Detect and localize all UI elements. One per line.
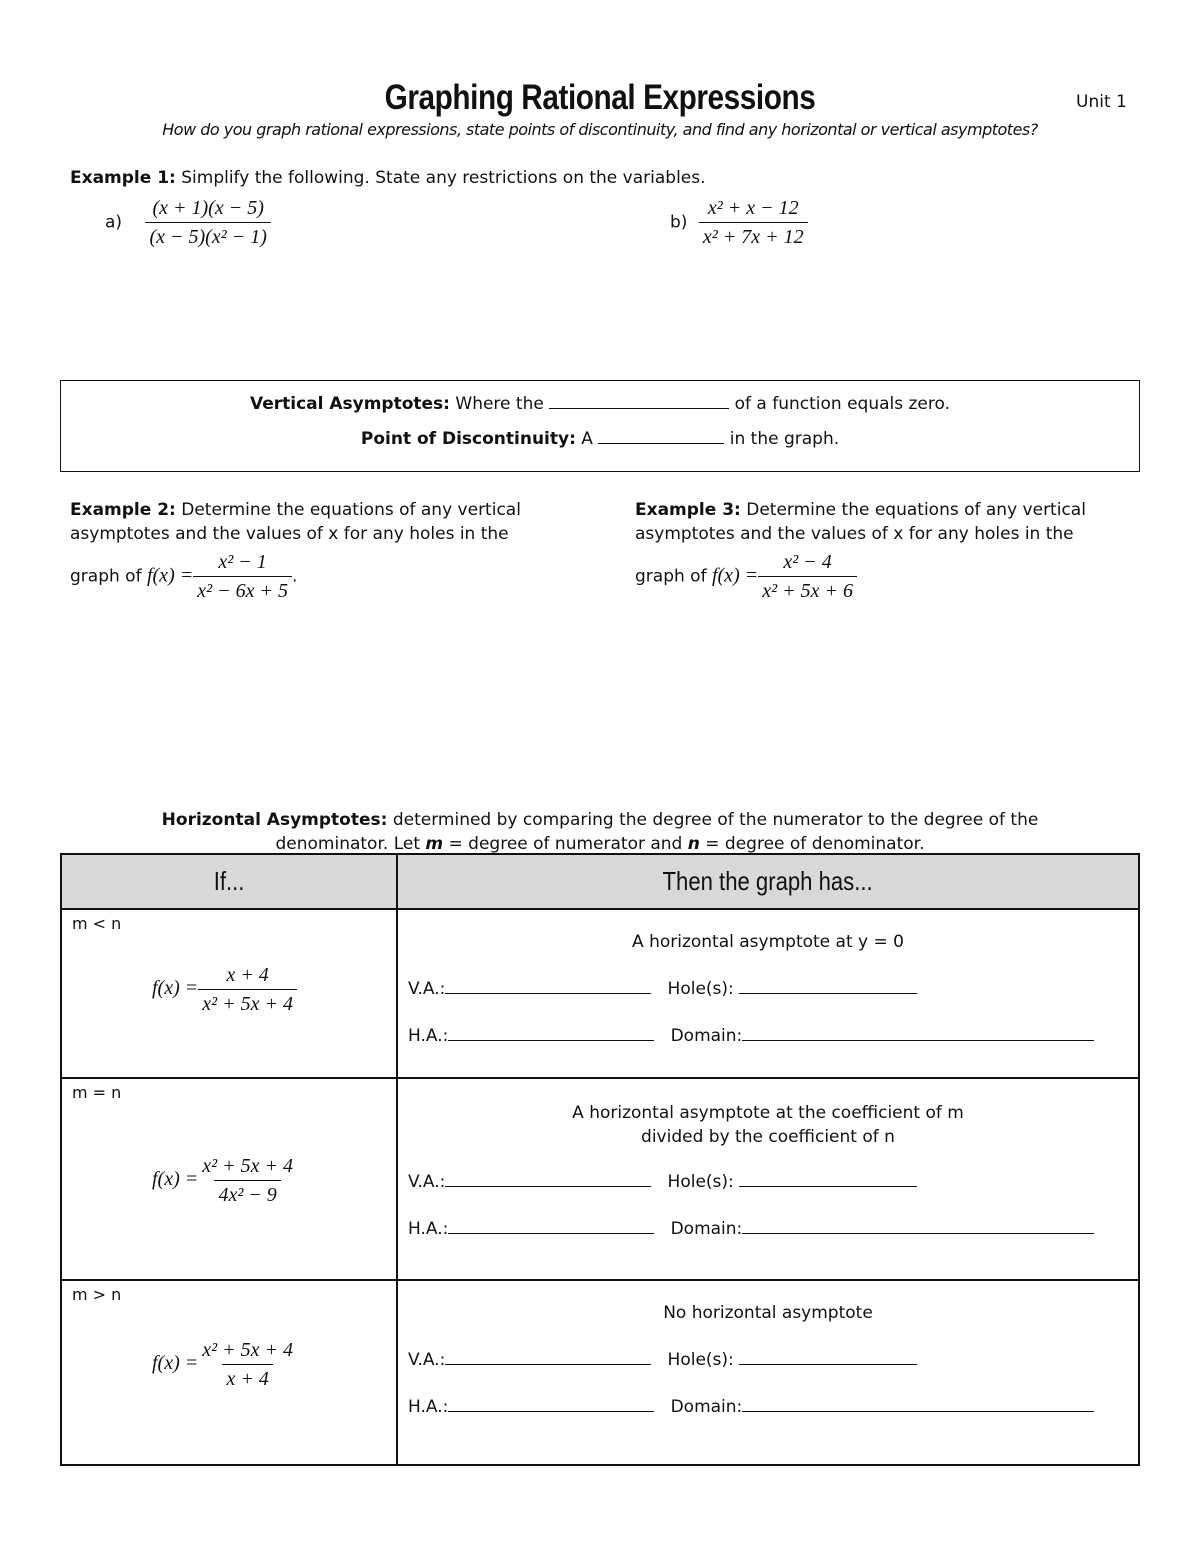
denominator: x² + 5x + 6 [758, 576, 857, 603]
fill-blank[interactable] [598, 428, 724, 444]
ha-blank[interactable] [448, 1218, 654, 1234]
result-text: A horizontal asymptote at y = 0 [632, 932, 904, 952]
va-label: Vertical Asymptotes: [249, 394, 450, 414]
example1a [105, 196, 271, 249]
example3-label: Example 3: [635, 500, 741, 520]
ha-blank[interactable] [448, 1025, 654, 1041]
horizontal-asymptote-table [60, 853, 1140, 1466]
ha-blank[interactable] [448, 1396, 654, 1412]
va-blank[interactable] [445, 1171, 651, 1187]
text: A [581, 429, 593, 449]
condition-cell [61, 1078, 397, 1280]
pd-label: Point of Discontinuity: [360, 429, 576, 449]
condition: m < n [72, 914, 122, 933]
text: = degree of numerator and [448, 834, 683, 854]
text: . [291, 566, 298, 587]
hole-blank[interactable] [739, 978, 917, 994]
condition: m = n [72, 1083, 122, 1102]
va-blank[interactable] [445, 978, 651, 994]
example3-text: Determine the equations of any vertical asymptotes and the values of x for any holes in the [635, 500, 1086, 544]
part-label: a) [105, 212, 123, 233]
hole-label: Hole(s): [667, 1172, 734, 1192]
text: denominator. Let [275, 834, 420, 854]
text: = degree of denominator. [705, 834, 925, 854]
table-header [61, 854, 1139, 909]
text: determined by comparing the degree of the numerator to the degree of the [392, 810, 1039, 830]
example2-label: Example 2: [70, 500, 176, 520]
numerator: x² + 5x + 4 [202, 1155, 293, 1177]
m-symbol: m [425, 834, 444, 854]
function-name: f(x) = [711, 564, 759, 587]
function-name: f(x) = [146, 564, 194, 587]
ha-label: H.A.: [408, 1026, 449, 1046]
result-cell [397, 909, 1139, 1078]
function-name: f(x) = [152, 1352, 199, 1374]
fraction [193, 550, 292, 603]
hole-blank[interactable] [739, 1349, 917, 1365]
numerator: x² + x − 12 [707, 197, 799, 219]
horizontal-asymptote-intro [60, 808, 1140, 856]
table-row [61, 1078, 1139, 1280]
vertical-asymptote-definition [61, 393, 1139, 414]
domain-blank[interactable] [742, 1396, 1094, 1412]
function-name: f(x) = [152, 977, 199, 999]
fraction [198, 963, 297, 1016]
va-label: V.A.: [408, 979, 446, 999]
result-text: No horizontal asymptote [663, 1303, 873, 1323]
condition: m > n [72, 1285, 122, 1304]
essential-question: How do you graph rational expressions, state points of discontinuity, and find any horizontal or vertical asymptotes? [162, 120, 1038, 139]
result-text: A horizontal asymptote at the coefficient of m divided by the coefficient of n [572, 1103, 964, 1147]
discontinuity-definition [61, 428, 1139, 449]
table-row [61, 1280, 1139, 1465]
example1-text: Simplify the following. State any restrictions on the variables. [181, 168, 706, 188]
condition-cell [61, 1280, 397, 1465]
hole-label: Hole(s): [667, 979, 734, 999]
fill-blank[interactable] [549, 393, 729, 409]
example1-prompt [70, 168, 706, 188]
denominator: x² − 6x + 5 [193, 576, 292, 603]
denominator: 4x² − 9 [214, 1180, 280, 1207]
fraction [145, 196, 270, 249]
domain-label: Domain: [670, 1219, 743, 1239]
function-name: f(x) = [152, 1168, 199, 1190]
denominator: x² + 7x + 12 [699, 222, 808, 249]
table-row [61, 909, 1139, 1078]
text: of a function equals zero. [734, 394, 951, 414]
text: graph of [635, 566, 707, 587]
result-cell [397, 1078, 1139, 1280]
denominator: (x − 5)(x² − 1) [145, 222, 270, 249]
fraction [758, 550, 857, 603]
example3 [635, 498, 1135, 603]
ha-label: H.A.: [408, 1397, 449, 1417]
domain-label: Domain: [670, 1026, 743, 1046]
va-label: V.A.: [408, 1172, 446, 1192]
domain-label: Domain: [670, 1397, 743, 1417]
numerator: x² + 5x + 4 [202, 1339, 293, 1361]
numerator: x + 4 [226, 964, 269, 986]
text: in the graph. [729, 429, 840, 449]
numerator: x² − 4 [783, 551, 832, 573]
example1b [670, 196, 808, 249]
fraction [699, 196, 808, 249]
denominator: x² + 5x + 4 [198, 989, 297, 1016]
va-label: V.A.: [408, 1350, 446, 1370]
condition-cell [61, 909, 397, 1078]
domain-blank[interactable] [742, 1218, 1094, 1234]
va-blank[interactable] [445, 1349, 651, 1365]
text: graph of [70, 566, 142, 587]
example2-text: Determine the equations of any vertical asymptotes and the values of x for any holes in the [70, 500, 521, 544]
denominator: x + 4 [222, 1364, 272, 1391]
fraction [198, 1154, 297, 1207]
header-then: Then the graph has... [397, 854, 1139, 909]
hole-label: Hole(s): [667, 1350, 734, 1370]
numerator: (x + 1)(x − 5) [152, 197, 264, 219]
example1-label: Example 1: [70, 168, 176, 188]
page-title: Graphing Rational Expressions [384, 78, 816, 117]
n-symbol: n [687, 834, 700, 854]
result-cell [397, 1280, 1139, 1465]
domain-blank[interactable] [742, 1025, 1094, 1041]
header-if: If... [61, 854, 397, 909]
unit-label: Unit 1 [1076, 92, 1127, 112]
fraction [198, 1338, 297, 1391]
ha-label: H.A.: [408, 1219, 449, 1239]
text: Where the [455, 394, 544, 414]
numerator: x² − 1 [218, 551, 267, 573]
ha-label: Horizontal Asymptotes: [161, 810, 388, 830]
part-label: b) [670, 212, 688, 233]
hole-blank[interactable] [739, 1171, 917, 1187]
definitions-box [60, 380, 1140, 472]
example2 [70, 498, 570, 603]
